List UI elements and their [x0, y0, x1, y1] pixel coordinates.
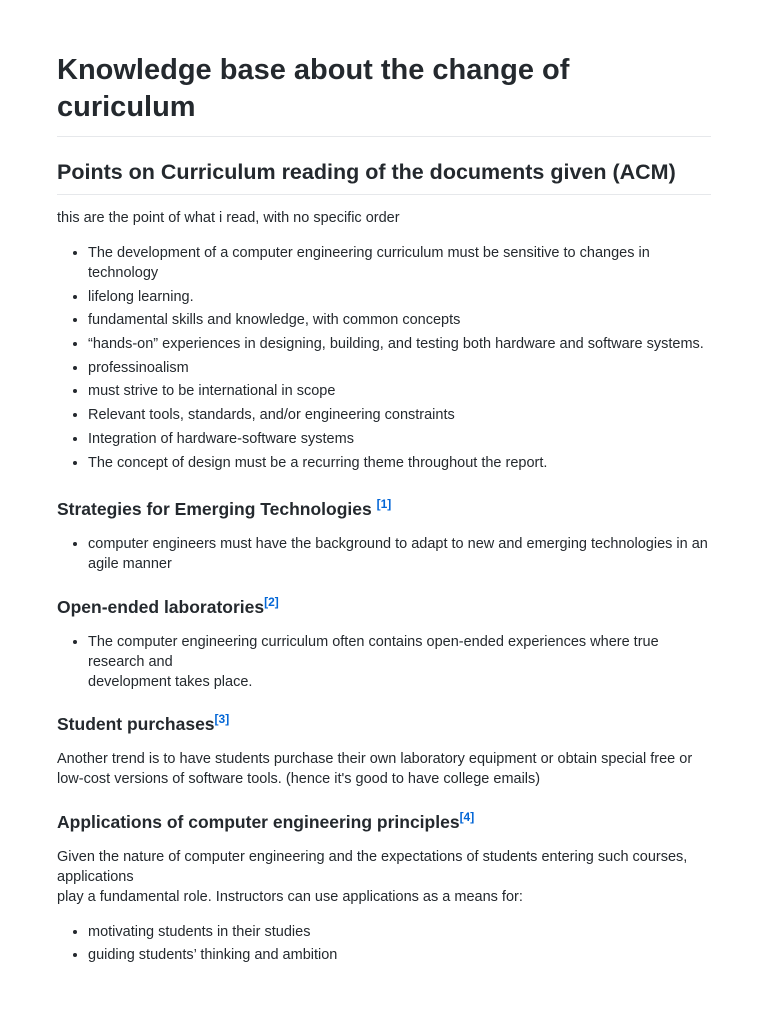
list-item: • professinoalism	[88, 358, 711, 378]
open-labs-heading	[57, 595, 711, 619]
list-item: • The concept of design must be a recurring theme throughout the report.	[88, 453, 711, 473]
list-item	[88, 632, 711, 692]
footnote-link-4[interactable]: [4]	[459, 809, 475, 824]
footnote-link-2[interactable]: [2]	[264, 594, 279, 609]
applications-heading-text: Applications of computer engineering principles	[57, 811, 460, 832]
list-item-line: development takes place.	[88, 673, 253, 690]
strategies-heading	[57, 497, 711, 521]
footnote-link-1[interactable]: [1]	[376, 496, 392, 511]
applications-text	[57, 847, 711, 907]
student-purchases-heading	[57, 712, 711, 736]
page-title: Knowledge base about the change of curiculum	[57, 0, 711, 137]
strategies-list	[57, 534, 711, 574]
applications-heading	[57, 810, 711, 834]
points-list	[57, 243, 711, 473]
list-item: • The development of a computer engineering curriculum must be sensitive to changes in technology	[88, 243, 711, 283]
list-item: • must strive to be international in scope	[88, 381, 711, 401]
list-item: • guiding students’ thinking and ambition	[88, 945, 711, 965]
student-purchases-text: Another trend is to have students purchase their own laboratory equipment or obtain special free or low-cost versions of software tools. (hence it's good to have college emails)	[57, 750, 693, 787]
applications-text-line: Given the nature of computer engineering and the expectations of students entering such courses, applications	[57, 848, 688, 885]
applications-list	[57, 922, 711, 966]
open-labs-heading-text: Open-ended laboratories	[57, 596, 265, 617]
list-item: • computer engineers must have the background to adapt to new and emerging technologies in an agile manner	[88, 534, 711, 574]
list-item-line: The computer engineering curriculum often contains open-ended experiences where true research and	[88, 633, 659, 670]
applications-text-line: play a fundamental role. Instructors can use applications as a means for:	[57, 888, 523, 905]
list-item: • lifelong learning.	[88, 287, 711, 307]
footnote-link-3[interactable]: [3]	[214, 711, 230, 726]
footnote-ref-2	[264, 595, 279, 609]
student-purchases-heading-text: Student purchases	[57, 713, 215, 734]
footnote-ref-1	[377, 497, 392, 511]
strategies-heading-text: Strategies for Emerging Technologies	[57, 498, 377, 519]
list-item: • fundamental skills and knowledge, with common concepts	[88, 310, 711, 330]
footnote-ref-3	[215, 712, 230, 726]
list-item: • Integration of hardware-software systems	[88, 429, 711, 449]
list-item: • “hands-on” experiences in designing, building, and testing both hardware and software systems.	[88, 334, 711, 354]
section-intro: this are the point of what i read, with no specific order	[57, 210, 400, 226]
footnote-ref-4	[460, 810, 475, 824]
list-item: • Relevant tools, standards, and/or engineering constraints	[88, 405, 711, 425]
open-labs-list	[57, 632, 711, 692]
section-heading: Points on Curriculum reading of the documents given (ACM)	[57, 157, 711, 195]
list-item: • motivating students in their studies	[88, 922, 711, 942]
